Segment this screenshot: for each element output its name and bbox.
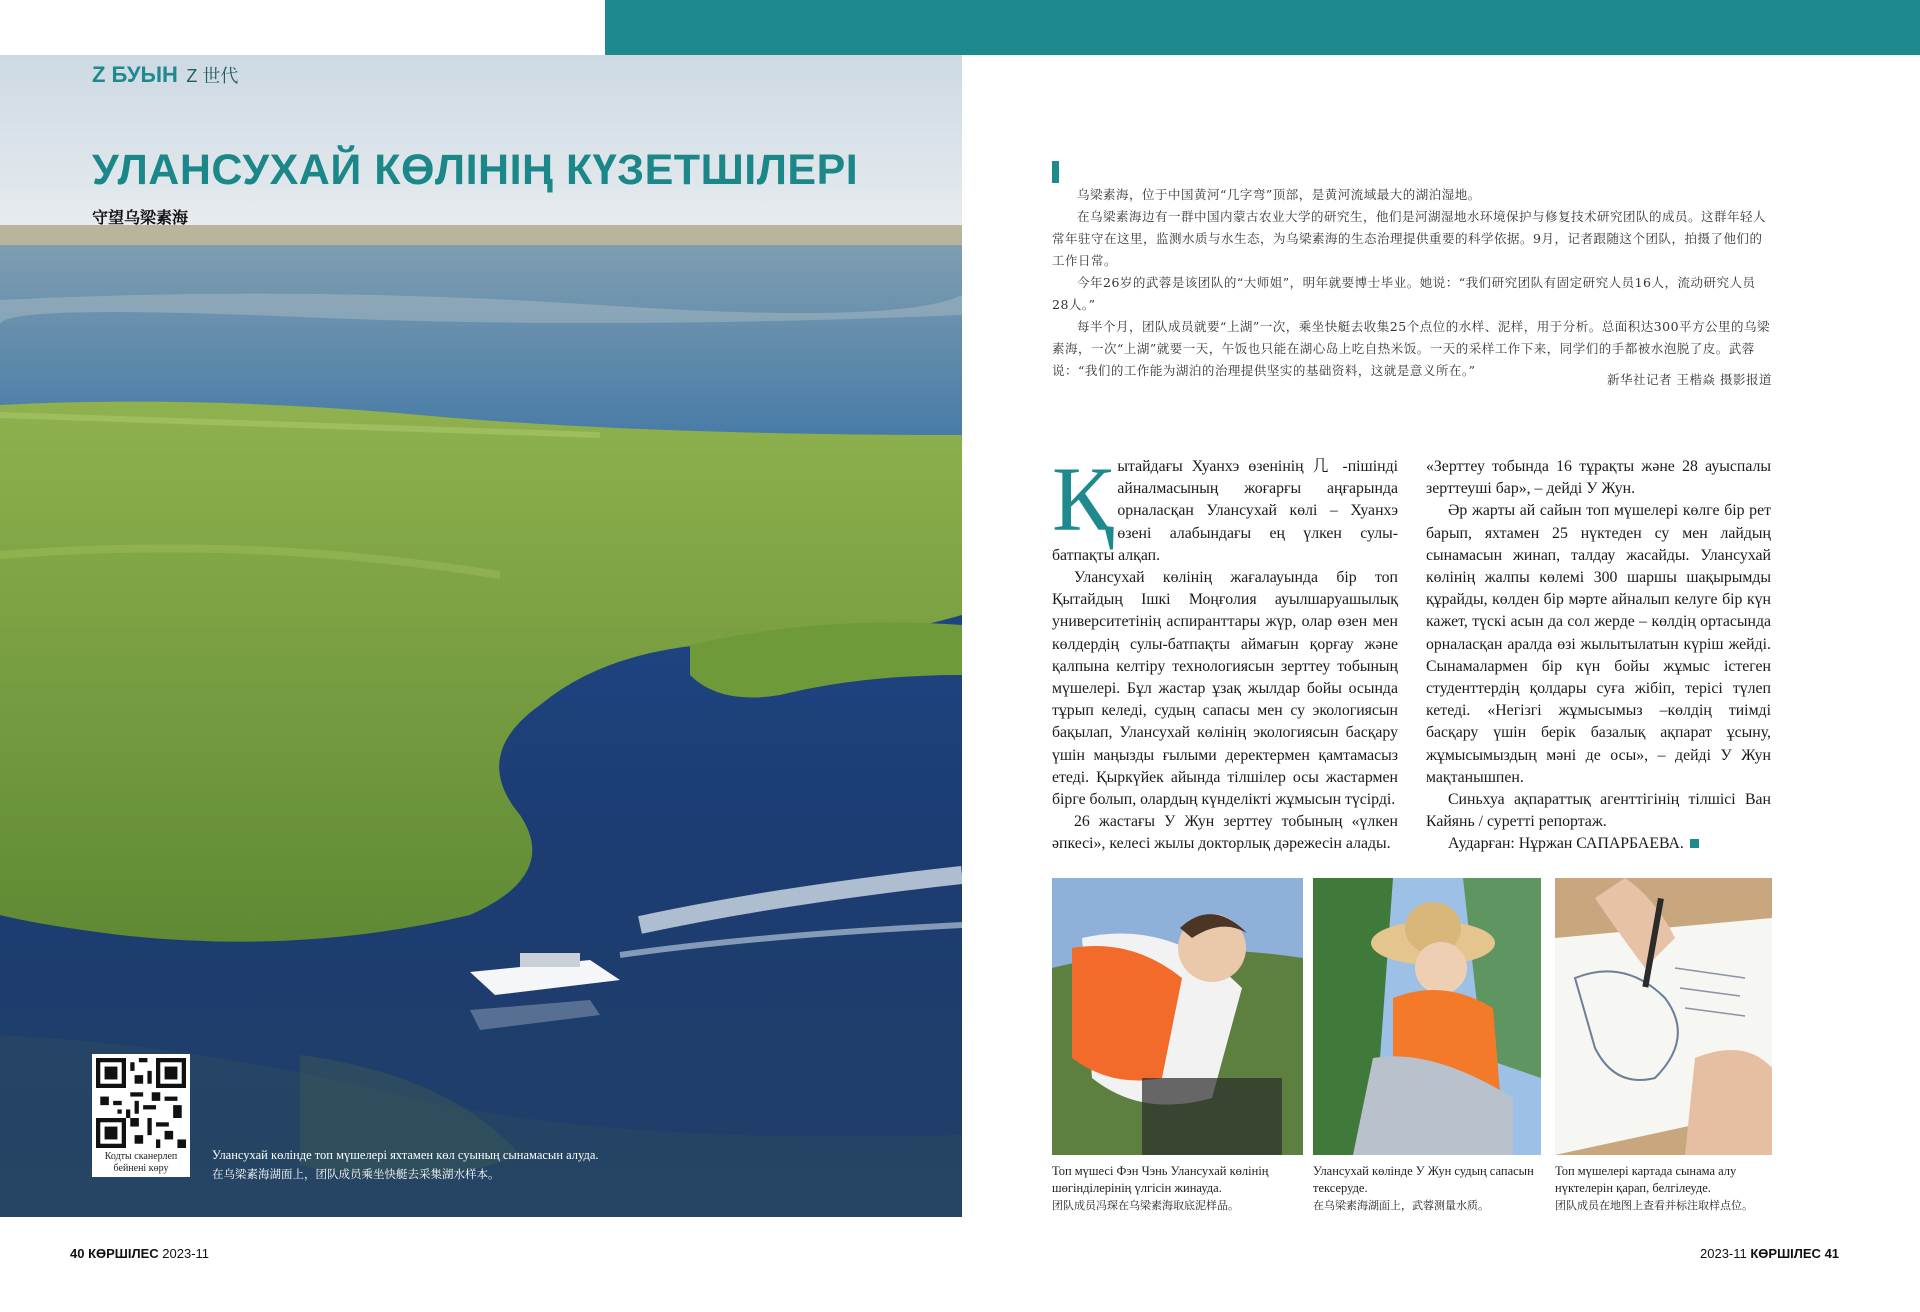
qr-code[interactable] <box>92 1054 190 1152</box>
hero-photo-lake <box>0 55 962 1217</box>
page-number: 41 <box>1824 1246 1840 1261</box>
header-color-band <box>605 0 1920 55</box>
photo-caption-2 <box>1313 1163 1541 1214</box>
photo-caption-3 <box>1555 1163 1772 1214</box>
photo-water-testing <box>1313 878 1541 1155</box>
hero-landscape-illustration <box>0 55 962 1217</box>
hero-caption <box>212 1146 772 1184</box>
body-paragraph: Улансухай көлінің жағалауында бір топ Қытайдың Ішкі Моңғолия ауылшаруашылық университетінің аспиранттары жүр, олар өзен мен көлдердің сулы-батпақты аймағын қорғау және қалпына келтіру технологиясын зерттеу тобының мүшелері. Бұл жастар ұзақ жылдар бойы осында тұрып келеді, судың сапасы мен су экологиясын бақылап, Улансухай көлінің экологиясын басқару үшін маңызды ғылыми деректермен қамтамасыз етеді. Қыркүйек айында тілшілер осы жастармен бірге болып, олардың күнделікті жұмысын түсірді. <box>1052 569 1398 809</box>
body-paragraph <box>1052 448 1398 567</box>
body-column-left <box>1052 448 1398 856</box>
photo-caption-cn: 团队成员在地图上查看并标注取样点位。 <box>1555 1199 1753 1212</box>
hero-caption-kz: Улансухай көлінде топ мүшелері яхтамен көл суының сынамасын алуда. <box>212 1148 599 1162</box>
intro-accent-bar <box>1052 161 1059 183</box>
section-tag <box>92 62 238 88</box>
photo-caption-kz: Топ мүшесі Фэн Чэнь Улансухай көлінің шөгінділерінің үлгісін жинауда. <box>1052 1164 1269 1195</box>
end-mark-icon <box>1690 839 1699 848</box>
magazine-name: КӨРШІЛЕС <box>88 1246 159 1261</box>
body-paragraph: Әр жарты ай сайын топ мүшелері көлге бір рет барып, яхтамен 25 нүктеден су мен лайдың сынамасын жинап, талдау жасайды. Улансухай көлінің жалпы көлемі 300 шаршы шақырымды құрайды, көлден бір мәрте айналып келуге бір күн кажет, түскі асын да сол жерде – көлдің ортасында орналасқан аралда өзі жылытылатын күріш жейді. Сынамалармен бір күн бойы жұмыс істеген студенттердің қолдары суға жібіп, терісі түлеп кетеді. «Негізгі жұмысымыз –көлдің тиімді басқару үшін берік базалық ақпарат ұсыну, жұмысымыздың мәні де осы», – дейді У Жун мақтанышпен. <box>1426 502 1771 786</box>
body-paragraph: «Зерттеу тобында 16 тұрақты және 28 ауыспалы зерттеуші бар», – дейді У Жун. <box>1426 458 1771 498</box>
body-column-right <box>1426 456 1771 856</box>
photo-caption-cn: 团队成员冯琛在乌梁素海取底泥样品。 <box>1052 1199 1239 1212</box>
photo-map-marking <box>1555 878 1772 1155</box>
cn-paragraph: 乌梁素海，位于中国黄河“几字弯”顶部，是黄河流域最大的湖泊湿地。 <box>1077 187 1481 202</box>
cn-paragraph: 每半个月，团队成员就要“上湖”一次，乘坐快艇去收集25个点位的水样、泥样，用于分析。总面积达300平方公里的乌梁素海，一次“上湖”就要一天，午饭也只能在湖心岛上吃自热米饭。一天的采样工作下来，同学们的手都被水泡脱了皮。武蓉说：“我们的工作能为湖泊的治理提供坚实的基础资料，这就是意义所在。” <box>1052 319 1771 378</box>
issue-date: 2023-11 <box>1700 1246 1747 1261</box>
hero-caption-cn: 在乌梁素海湖面上，团队成员乘坐快艇去采集湖水样本。 <box>212 1167 500 1181</box>
cn-credit: 新华社记者 王楷焱 摄影报道 <box>1607 372 1772 387</box>
section-label-cn: Z 世代 <box>186 66 239 86</box>
photo-caption-kz: Улансухай көлінде У Жун судың сапасын тексеруде. <box>1313 1164 1534 1195</box>
cn-paragraph: 今年26岁的武蓉是该团队的“大师姐”，明年就要博士毕业。她说：“我们研究团队有固定研究人员16人，流动研究人员28人。” <box>1052 275 1756 312</box>
photo-researcher-sampling <box>1052 878 1303 1155</box>
photo-caption-1 <box>1052 1163 1303 1214</box>
photo-2-illustration <box>1313 878 1541 1155</box>
translator-credit: Аударған: Нұржан САПАРБАЕВА. <box>1448 835 1684 853</box>
folio-right <box>1700 1246 1839 1261</box>
qr-caption: Кодты сканерлеп бейнені көру <box>92 1150 190 1177</box>
article-subtitle-cn: 守望乌梁素海 <box>92 210 189 227</box>
issue-date: 2023-11 <box>162 1246 210 1261</box>
article-title: УЛАНСУХАЙ КӨЛІНІҢ КҮЗЕТШІЛЕРІ <box>92 146 859 194</box>
photo-1-illustration <box>1052 878 1303 1155</box>
body-paragraph <box>1426 833 1771 855</box>
folio-left <box>70 1246 209 1261</box>
cn-paragraph: 在乌梁素海边有一群中国内蒙古农业大学的研究生，他们是河湖湿地水环境保护与修复技术研究团队的成员。这群年轻人常年驻守在这里，监测水质与水生态，为乌梁素海的生态治理提供重要的科学依据。9月，记者跟随这个团队，拍摄了他们的工作日常。 <box>1052 209 1767 268</box>
qr-code-graphic <box>96 1058 186 1148</box>
body-paragraph: 26 жастағы У Жун зерттеу тобының «үлкен әпкесі», келесі жылы докторлық дәрежесін алады. <box>1052 813 1398 853</box>
body-paragraph-text: ытайдағы Хуанхэ өзенінің 几 -пішінді айналмасының жоғарғы аңғарында орналасқан Улансухай көлі – Хуанхэ өзені алабындағы ең үлкен сулы-батпақты алқап. <box>1052 458 1398 564</box>
photo-3-illustration <box>1555 878 1772 1155</box>
page-number: 40 <box>70 1246 85 1261</box>
chinese-intro <box>1052 184 1772 382</box>
drop-cap: Қ <box>1052 448 1114 550</box>
photo-caption-kz: Топ мүшелері картада сынама алу нүктелерін қарап, белгілеуде. <box>1555 1164 1737 1195</box>
section-label-kz: Z БУЫН <box>92 62 178 87</box>
magazine-name: КӨРШІЛЕС <box>1750 1246 1821 1261</box>
photo-caption-cn: 在乌梁素海湖面上，武蓉测量水质。 <box>1313 1199 1489 1212</box>
body-paragraph: Синьхуа ақпараттық агенттігінің тілшісі Ван Кайянь / суретті репортаж. <box>1426 791 1771 831</box>
